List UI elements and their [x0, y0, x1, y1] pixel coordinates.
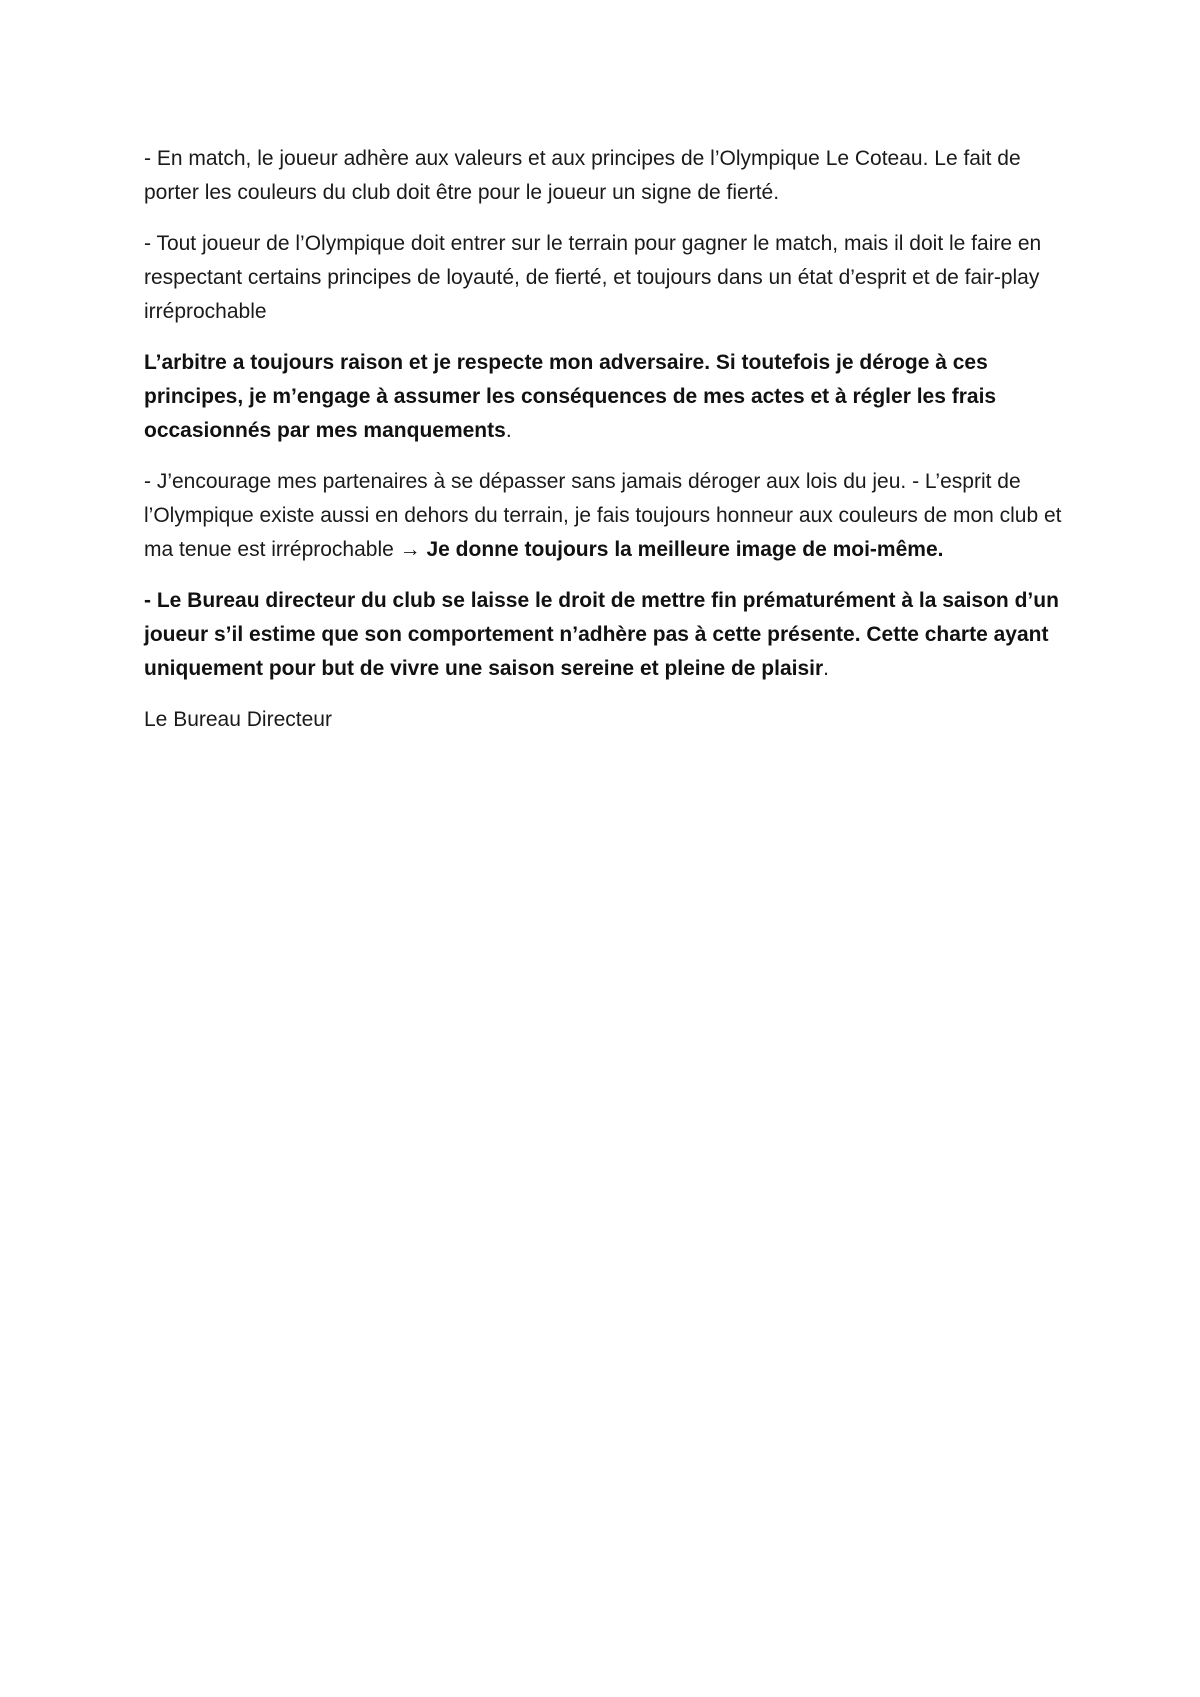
paragraph-text: - Tout joueur de l’Olympique doit entrer sur le terrain pour gagner le match, mais il doit le faire en respectant certains principes de loyauté, de fierté, et toujours dans un état d’esprit et de fair-play irréprochable	[144, 232, 1042, 323]
paragraph-bold-text: - Le Bureau directeur du club se laisse le droit de mettre fin prématurément à la saison d’un joueur s’il estime que son comportement n’adhère pas à cette présente. Cette charte ayant uniquement pour but de vivre une saison sereine et pleine de plaisir	[144, 589, 1059, 680]
document-body	[144, 142, 1069, 754]
paragraph-referee-respect	[144, 346, 1069, 448]
paragraph-board-rights	[144, 584, 1069, 686]
paragraph-text: - J’encourage mes partenaires à se dépasser sans jamais déroger aux lois du jeu. - L’esprit de l’Olympique existe aussi en dehors du terrain, je fais toujours honneur aux couleurs de mon club et ma tenue est irréprochable	[144, 470, 1062, 561]
arrow-right-icon: →	[393, 538, 427, 561]
paragraph-text: - En match, le joueur adhère aux valeurs et aux principes de l’Olympique Le Coteau. Le fait de porter les couleurs du club doit être pour le joueur un signe de fierté.	[144, 147, 1021, 204]
paragraph-fair-play	[144, 227, 1069, 329]
paragraph-bold-text: Je donne toujours la meilleure image de moi-même.	[426, 538, 944, 561]
paragraph-club-spirit	[144, 465, 1069, 567]
paragraph-bold-text: L’arbitre a toujours raison et je respecte mon adversaire. Si toutefois je déroge à ces principes, je m’engage à assumer les conséquences de mes actes et à régler les frais occasionnés par mes manquements	[144, 351, 997, 442]
paragraph-tail: .	[823, 657, 830, 680]
signature: Le Bureau Directeur	[144, 708, 332, 731]
paragraph-match-values	[144, 142, 1069, 210]
paragraph-tail: .	[505, 419, 512, 442]
